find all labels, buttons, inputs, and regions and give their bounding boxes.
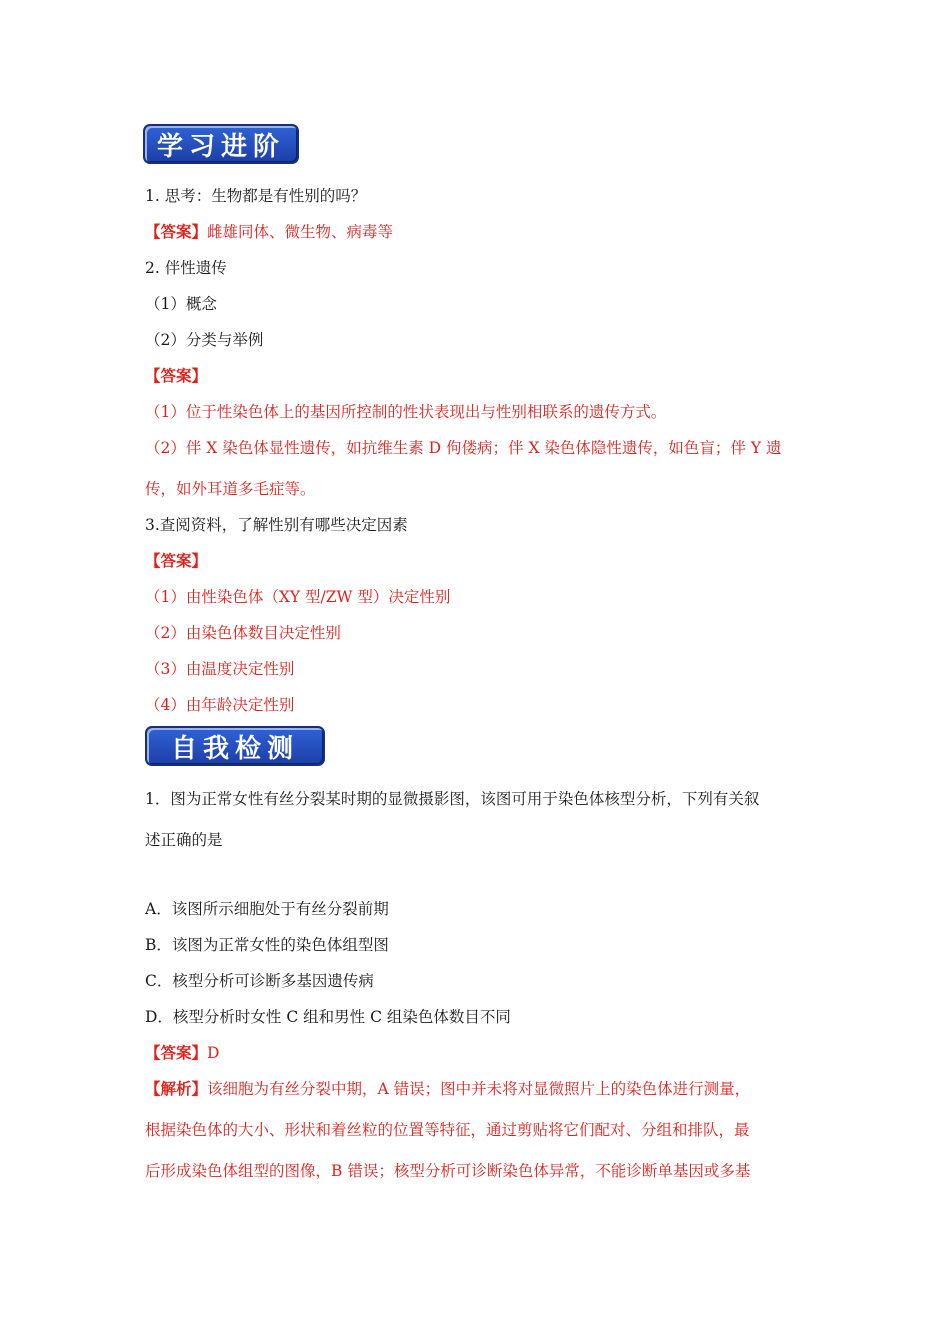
option-b: B．该图为正常女性的染色体组型图 [145, 936, 389, 954]
answer-tag: 【答案】 [145, 551, 208, 570]
answer-text: 雌雄同体、微生物、病毒等 [207, 223, 394, 241]
answer-2-line-3: 传，如外耳道多毛症等。 [145, 480, 316, 498]
answer-2-line-1: （1）位于性染色体上的基因所控制的性状表现出与性别相联系的遗传方式。 [145, 403, 667, 421]
option-c: C．核型分析可诊断多基因遗传病 [145, 972, 374, 990]
answer-3-line-4: （4）由年龄决定性别 [145, 696, 295, 714]
explanation-line-2: 根据染色体的大小、形状和着丝粒的位置等特征，通过剪贴将它们配对、分组和排队，最 [145, 1121, 750, 1139]
explanation-tag: 【解析】 [145, 1079, 208, 1098]
explanation-line-3: 后形成染色体组型的图像，B 错误；核型分析可诊断染色体异常，不能诊断单基因或多基 [145, 1162, 751, 1180]
question-2-sub-1: （1）概念 [145, 295, 217, 313]
question-2-sub-2: （2）分类与举例 [145, 331, 264, 349]
answer-tag: 【答案】 [145, 1043, 208, 1062]
answer-tag: 【答案】 [145, 222, 208, 241]
answer-tag: 【答案】 [145, 366, 208, 385]
exercise-1-stem-line-1: 1．图为正常女性有丝分裂某时期的显微摄影图，该图可用于染色体核型分析，下列有关叙 [145, 790, 760, 808]
answer-2-line-2: （2）伴 X 染色体显性遗传，如抗维生素 D 佝偻病；伴 X 染色体隐性遗传，如色盲；伴 Y 遗 [145, 439, 782, 457]
explanation-line-1 [145, 1079, 750, 1099]
option-d: D．核型分析时女性 C 组和男性 C 组染色体数目不同 [145, 1008, 511, 1026]
answer-value: D [207, 1044, 220, 1062]
exercise-answer [145, 1043, 219, 1063]
answer-3-line-3: （3）由温度决定性别 [145, 660, 295, 678]
section-banner-study: 学习进阶 [143, 124, 299, 164]
exercise-1-stem-line-2: 述正确的是 [145, 831, 223, 849]
answer-1 [145, 222, 393, 242]
answer-3-line-2: （2）由染色体数目决定性别 [145, 624, 341, 642]
explanation-text: 该细胞为有丝分裂中期，A 错误；图中并未将对显微照片上的染色体进行测量， [207, 1080, 751, 1098]
question-3: 3.查阅资料，了解性别有哪些决定因素 [145, 516, 408, 534]
section-banner-selftest: 自我检测 [145, 726, 325, 766]
option-a: A．该图所示细胞处于有丝分裂前期 [145, 900, 389, 918]
answer-3-line-1: （1）由性染色体（XY 型/ZW 型）决定性别 [145, 588, 451, 606]
question-1: 1. 思考：生物都是有性别的吗？ [145, 187, 367, 205]
question-2: 2. 伴性遗传 [145, 259, 227, 277]
